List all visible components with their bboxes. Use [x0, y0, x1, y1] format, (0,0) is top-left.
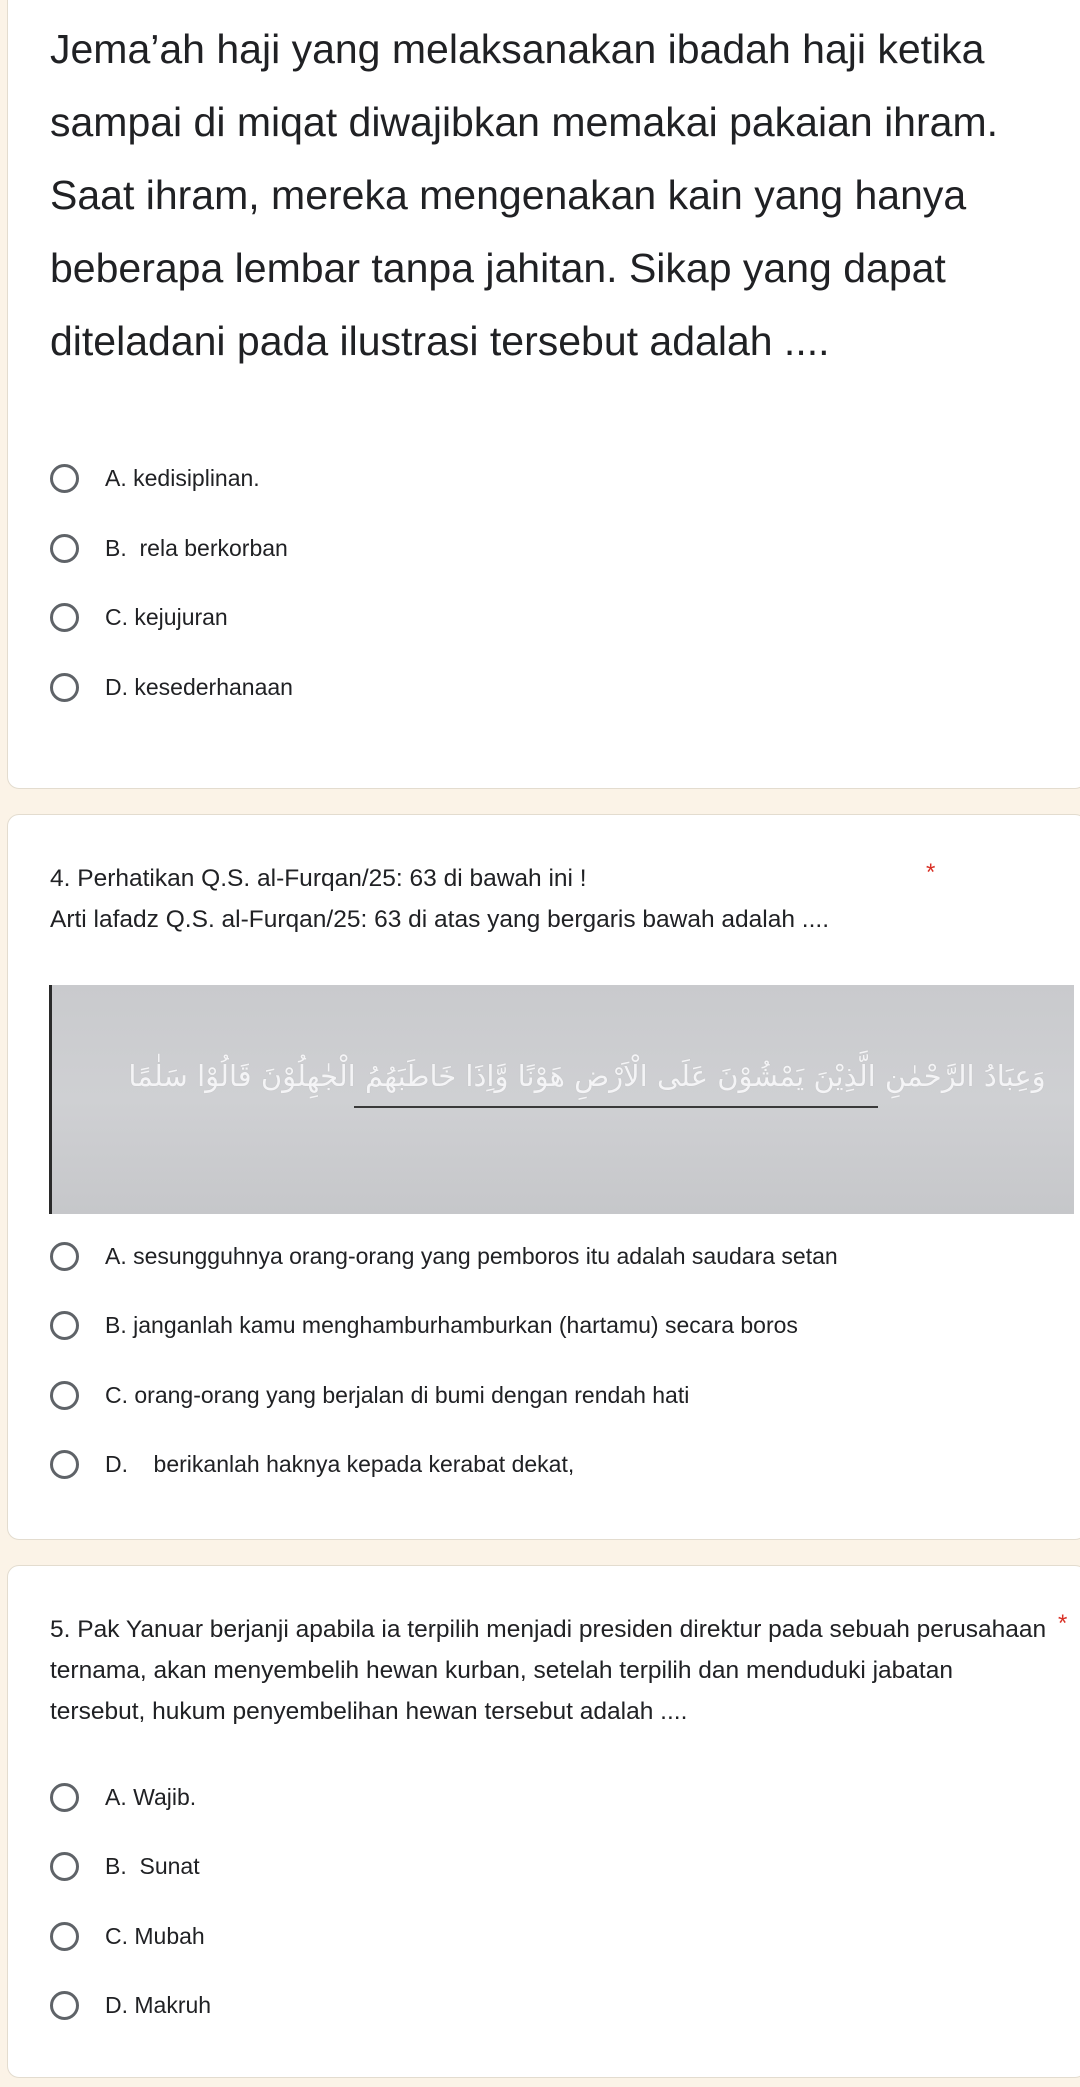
radio-button-icon[interactable] — [50, 603, 79, 632]
option-label: A. sesungguhnya orang-orang yang pemboros itu adalah saudara setan — [105, 1242, 838, 1269]
option-5a[interactable] — [50, 1777, 196, 1817]
arabic-verse-text: وَعِبَادُ الرَّحْمٰنِ الَّذِيْنَ يَمْشُوْنَ عَلَى الْاَرْضِ هَوْنًا وَّاِذَا خَاطَبَهُمُ الْجٰهِلُوْنَ قَالُوْا سَلٰمًا — [128, 1059, 1046, 1093]
question-text-3: Jema’ah haji yang melaksanakan ibadah haji ketika sampai di miqat diwajibkan memakai pakaian ihram. Saat ihram, mereka mengenakan kain yang hanya beberapa lembar tanpa jahitan. Sikap yang dapat diteladani pada ilustrasi tersebut adalah .... — [50, 26, 998, 364]
option-3a[interactable] — [50, 458, 260, 498]
option-label: D. kesederhanaan — [105, 673, 293, 700]
option-5c[interactable] — [50, 1916, 205, 1956]
radio-button-icon[interactable] — [50, 1311, 79, 1340]
option-label: A. Wajib. — [105, 1783, 197, 1810]
option-label: C. Mubah — [105, 1922, 205, 1949]
radio-button-icon[interactable] — [50, 1381, 79, 1410]
question-subtitle-4: Arti lafadz Q.S. al-Furqan/25: 63 di atas yang bergaris bawah adalah .... — [50, 906, 829, 933]
option-3d[interactable] — [50, 667, 293, 707]
option-label: D. Makruh — [105, 1991, 212, 2018]
required-asterisk: * — [926, 859, 936, 886]
quran-verse-image — [49, 985, 1074, 1214]
radio-button-icon[interactable] — [50, 1852, 79, 1881]
required-asterisk: * — [1058, 1610, 1068, 1637]
radio-button-icon[interactable] — [50, 464, 79, 493]
option-4b[interactable] — [50, 1305, 798, 1345]
radio-button-icon[interactable] — [50, 534, 79, 563]
option-3c[interactable] — [50, 597, 228, 637]
option-label: B. rela berkorban — [105, 534, 288, 561]
option-label: C. orang-orang yang berjalan di bumi dengan rendah hati — [105, 1381, 690, 1408]
option-5b[interactable] — [50, 1846, 200, 1886]
option-label: B. Sunat — [105, 1852, 200, 1879]
radio-button-icon[interactable] — [50, 1991, 79, 2020]
option-label: D. berikanlah haknya kepada kerabat dekat, — [105, 1450, 575, 1477]
option-3b[interactable] — [50, 528, 288, 568]
question-card-4 — [7, 814, 1080, 1540]
option-5d[interactable] — [50, 1985, 211, 2025]
option-4d[interactable] — [50, 1444, 574, 1484]
radio-button-icon[interactable] — [50, 1450, 79, 1479]
option-4a[interactable] — [50, 1236, 838, 1276]
option-label: C. kejujuran — [105, 603, 228, 630]
verse-underline — [354, 1106, 878, 1108]
option-4c[interactable] — [50, 1375, 689, 1415]
radio-button-icon[interactable] — [50, 1242, 79, 1271]
question-text-5: 5. Pak Yanuar berjanji apabila ia terpilih menjadi presiden direktur pada sebuah perusahaan ternama, akan menyembelih hewan kurban, setelah terpilih dan menduduki jabatan tersebut, hukum penyembelihan hewan tersebut adalah .... — [50, 1616, 1047, 1725]
question-title-4: 4. Perhatikan Q.S. al-Furqan/25: 63 di bawah ini ! — [50, 865, 587, 892]
option-label: A. kedisiplinan. — [105, 464, 260, 491]
question-card-3 — [7, 0, 1080, 789]
question-card-5 — [7, 1565, 1080, 2078]
radio-button-icon[interactable] — [50, 673, 79, 702]
radio-button-icon[interactable] — [50, 1922, 79, 1951]
option-label: B. janganlah kamu menghamburhamburkan (hartamu) secara boros — [105, 1311, 798, 1338]
radio-button-icon[interactable] — [50, 1783, 79, 1812]
